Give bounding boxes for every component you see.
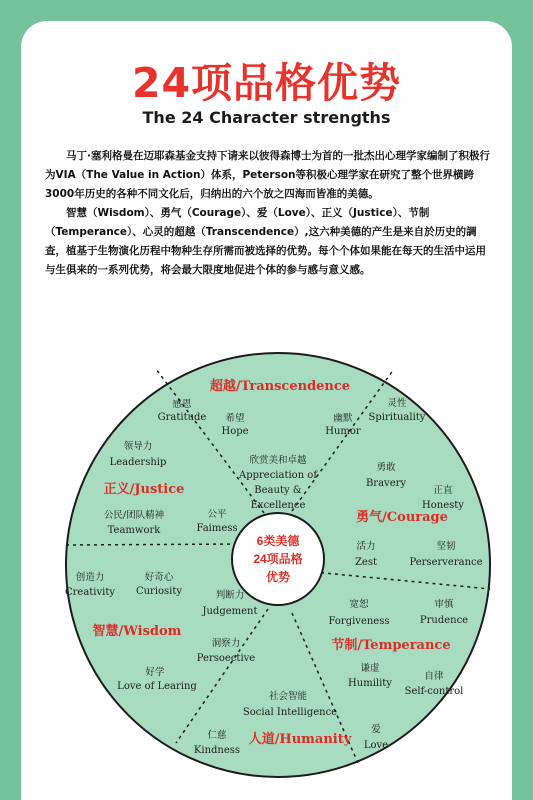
strength-en: Creativity xyxy=(64,587,116,598)
strength-cn: 领导力 xyxy=(123,441,153,452)
strength-cn: 勇敢 xyxy=(376,462,396,473)
poster-subtitle: The 24 Character strengths xyxy=(142,108,391,127)
strength-en: Kindness xyxy=(193,745,241,756)
strength-cn: 审慎 xyxy=(434,599,454,610)
strength-en: Excellence xyxy=(250,500,306,511)
strength-cn: 创造力 xyxy=(75,572,105,583)
strength-cn: 洞察力 xyxy=(211,638,241,649)
strength-cn: 灵性 xyxy=(387,398,407,409)
strength-en: Love xyxy=(363,740,389,751)
strength-cn: 仁慈 xyxy=(207,730,227,741)
strength-en: Leadership xyxy=(109,457,167,468)
strength-en: Zest xyxy=(354,557,378,568)
strength-en: Curiosity xyxy=(135,586,183,597)
poster-card xyxy=(21,21,512,800)
strength-en: Appreciation of xyxy=(238,470,318,481)
strength-cn: 好学 xyxy=(145,667,165,678)
strength-cn: 判断力 xyxy=(215,590,245,601)
virtue-temperance: 节制/Temperance xyxy=(331,638,451,653)
strength-cn: 幽默 xyxy=(333,413,353,424)
strength-en: Beauty & xyxy=(254,485,302,496)
strength-en: Judgement xyxy=(202,606,258,617)
strength-en: Bravery xyxy=(365,478,407,489)
strength-cn: 希望 xyxy=(225,413,245,424)
center-line-1: 6类美德 xyxy=(256,534,300,548)
strength-en: Love of Learing xyxy=(117,681,197,692)
strength-en: Teamwork xyxy=(107,525,161,536)
center-line-3: 优势 xyxy=(265,570,291,584)
strength-cn: 欣赏美和卓越 xyxy=(249,455,307,466)
strength-cn: 自律 xyxy=(424,671,444,682)
strength-cn: 宽恕 xyxy=(349,599,369,610)
intro-paragraph-1: 马丁·塞利格曼在迈耶森基金支持下请来以彼得森博士为首的一批杰出心理学家编制了积极行为VIA（The Value in Action）体系，Peterson等积极心理学家在研究了整个世界横跨3000年历史的各种不同文化后，归纳出的六个放之四海而皆准的美德。 xyxy=(45,150,490,200)
virtue-transcendence: 超越/Transcendence xyxy=(209,379,351,394)
strength-en: Prudence xyxy=(419,615,469,626)
strength-en: Hope xyxy=(221,426,249,437)
poster-title: 24项品格优势 xyxy=(131,59,402,107)
strength-en: Perserverance xyxy=(409,557,483,568)
strength-cn: 公民/团队精神 xyxy=(103,510,165,521)
strength-en: Social Intelligence xyxy=(242,707,338,718)
strength-cn: 好奇心 xyxy=(144,572,174,583)
strength-en: Self-control xyxy=(404,686,464,697)
virtue-justice: 正义/Justice xyxy=(103,482,185,497)
strength-en: Humor xyxy=(325,426,361,437)
strength-cn: 社会智能 xyxy=(268,691,308,702)
strength-en: Spirituality xyxy=(368,412,426,423)
strength-cn: 正直 xyxy=(433,485,453,496)
virtue-wheel xyxy=(64,351,492,779)
strength-cn: 坚韧 xyxy=(436,541,456,552)
strength-en: Gratitude xyxy=(157,412,207,423)
virtue-courage: 勇气/Courage xyxy=(356,510,448,525)
strength-cn: 感恩 xyxy=(172,399,192,410)
strength-cn: 公平 xyxy=(207,509,227,520)
strength-en: Honesty xyxy=(422,500,464,511)
strength-cn: 活力 xyxy=(356,541,376,552)
strength-en: Forgiveness xyxy=(328,616,390,627)
strength-en: Faimess xyxy=(196,523,238,534)
intro-paragraph-2: 智慧（Wisdom）、勇气（Courage）、爱（Love）、正义（Justice）、节制（Temperance）、心灵的超越（Transcendence）,这六种美德的产生是来自於历史的調查，植基于生物演化历程中物种生存所需而被选择的优势。每个个体如果能在每天的生活中运用与生俱来的一系列优势，将会最大限度地促进个体的参与感与意义感。 xyxy=(45,207,486,276)
strength-cn: 谦虚 xyxy=(360,663,380,674)
virtue-humanity: 人道/Humanity xyxy=(248,732,352,747)
virtue-wisdom: 智慧/Wisdom xyxy=(92,624,182,639)
center-line-2: 24项品格 xyxy=(253,552,303,566)
strength-cn: 爱 xyxy=(371,724,381,735)
strength-en: Humility xyxy=(348,678,392,689)
intro-text xyxy=(45,147,491,280)
strength-en: Persoective xyxy=(196,653,256,664)
